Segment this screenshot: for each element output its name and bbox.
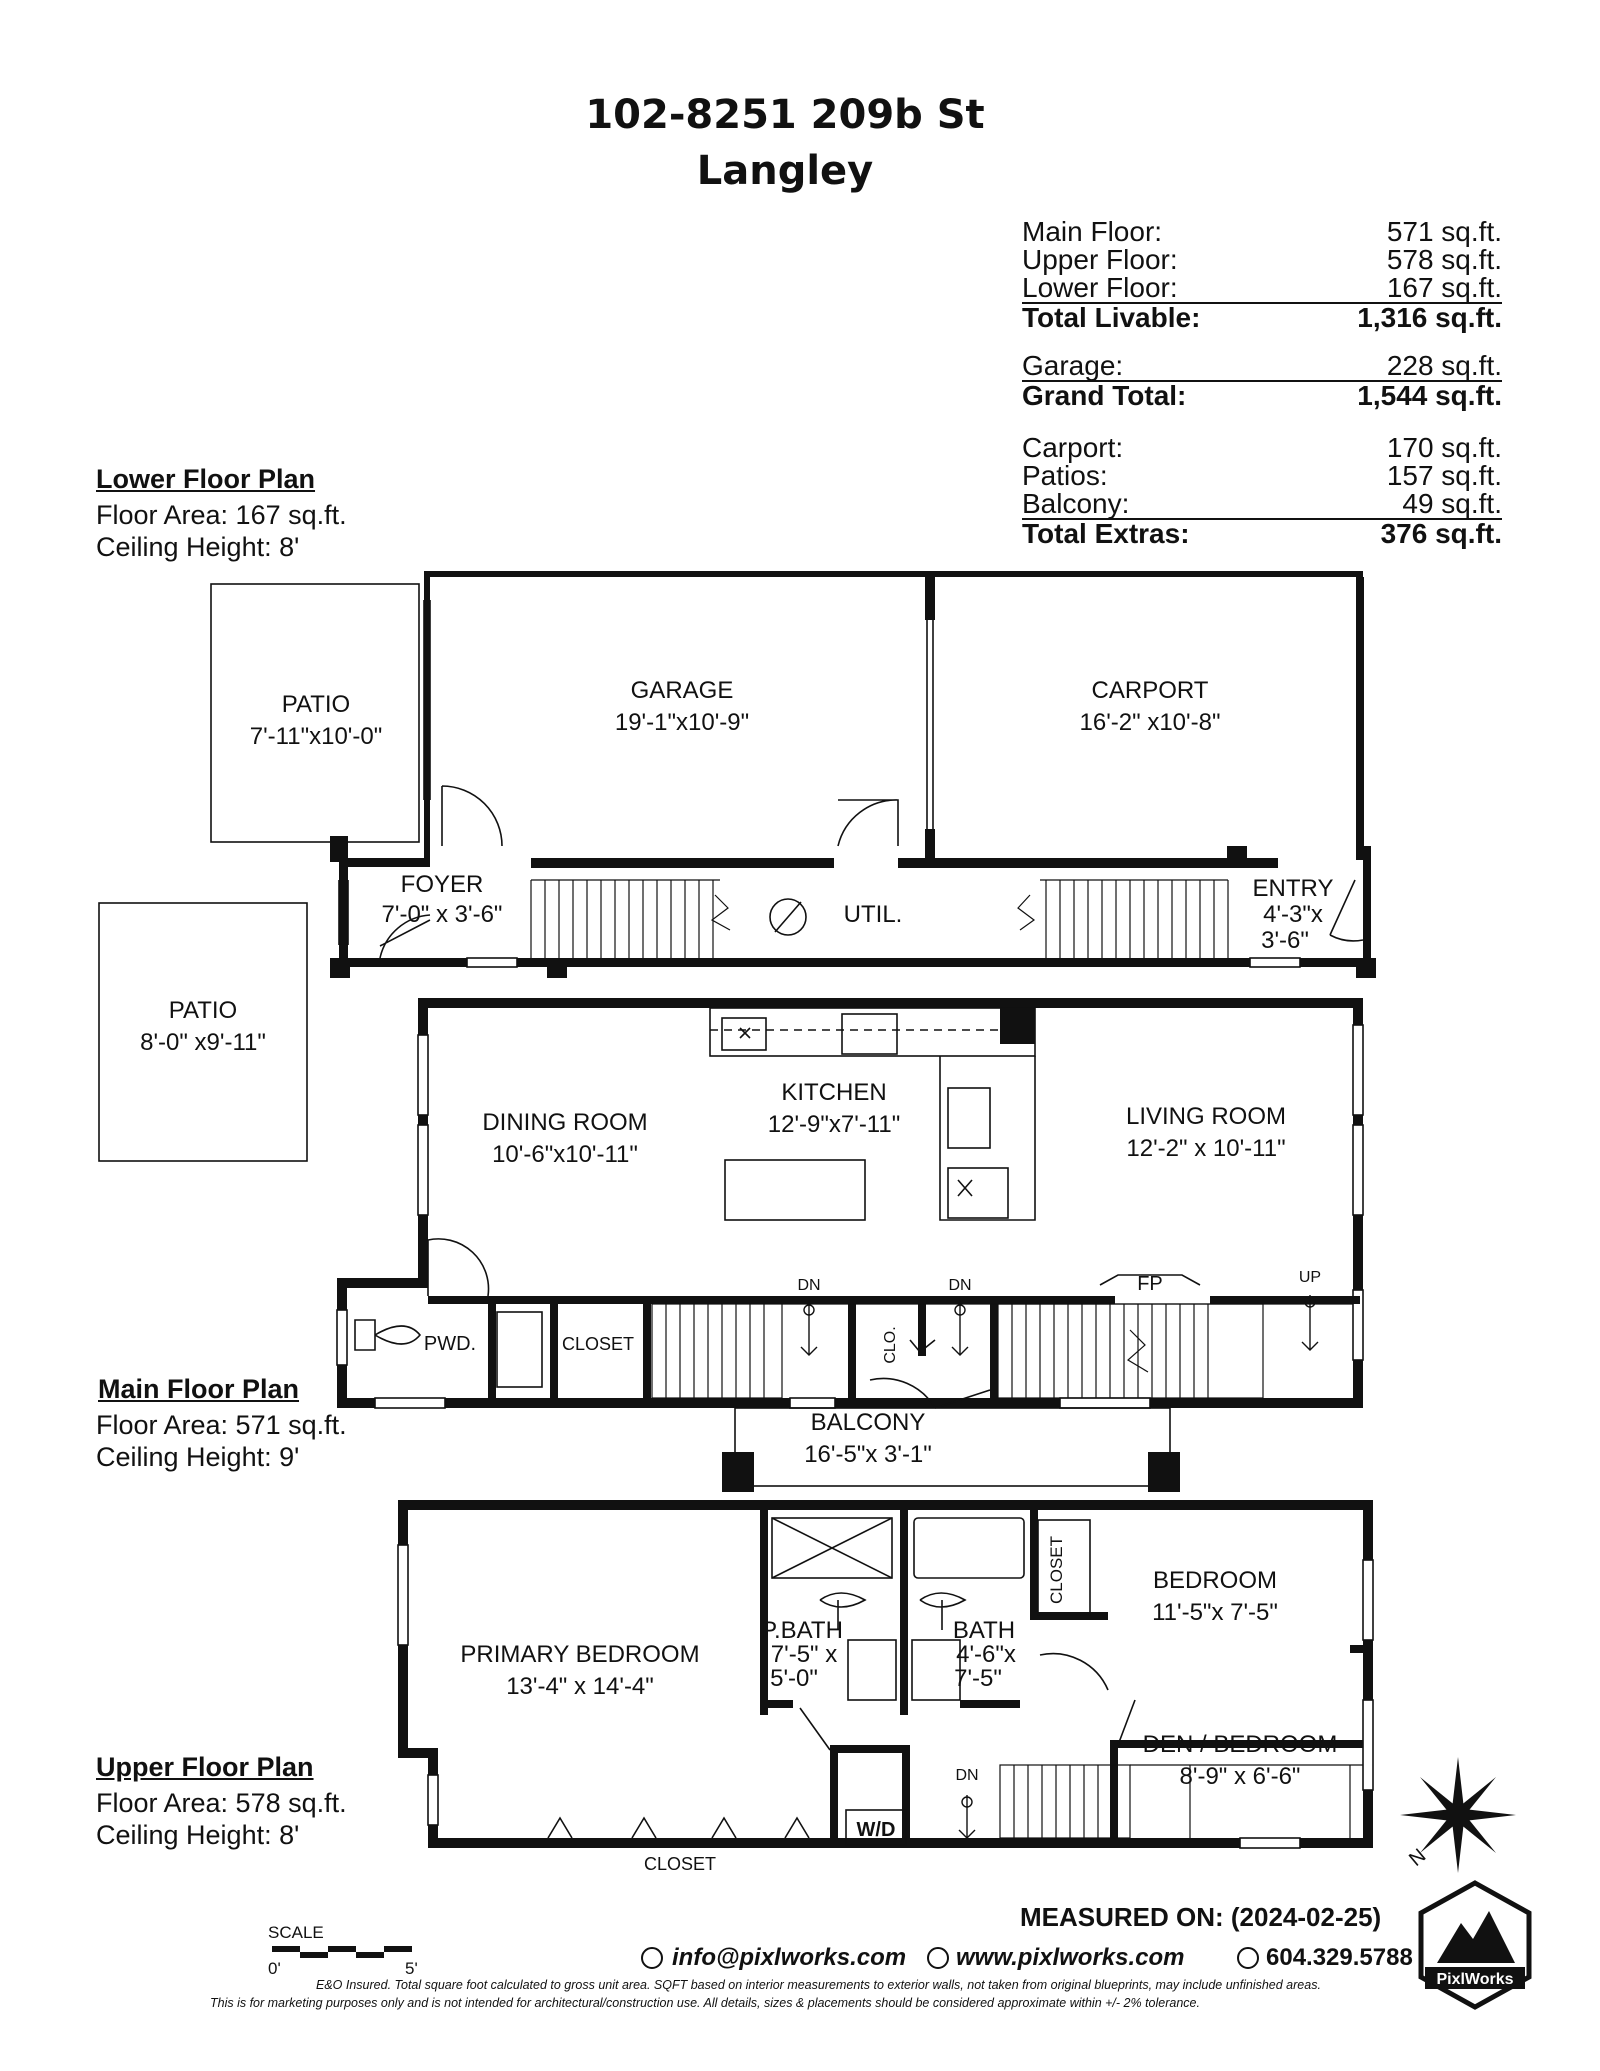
bathtub-icon — [914, 1518, 1024, 1578]
room-dimensions: 7'-5" x — [770, 1641, 838, 1668]
upper-floor-title: Upper Floor Plan — [96, 1752, 314, 1782]
lower-floor-area: Floor Area: 167 sq.ft. — [96, 500, 347, 530]
room-dimensions: 4'-3"x — [1263, 901, 1323, 928]
stair-direction: DN — [948, 1277, 972, 1294]
phone-icon — [1238, 1948, 1258, 1968]
area-value: 578 sq.ft. — [1386, 244, 1502, 275]
room-name: CLO. — [882, 1326, 899, 1364]
room-name: ENTRY — [1252, 875, 1334, 902]
room-name: CARPORT — [1091, 677, 1209, 704]
room-dimensions: 12'-2" x 10'-11" — [1126, 1135, 1286, 1162]
area-label: Carport: — [1022, 432, 1124, 463]
room-dimensions: 13'-4" x 14'-4" — [506, 1673, 654, 1700]
email-icon — [642, 1948, 662, 1968]
vanity-icon — [912, 1640, 960, 1700]
room-dimensions: 10'-6"x10'-11" — [492, 1141, 638, 1168]
lower-floor-ceiling: Ceiling Height: 8' — [96, 532, 300, 562]
scale-start: 0' — [268, 1959, 281, 1978]
measured-on: MEASURED ON: (2024-02-25) — [1020, 1902, 1382, 1932]
room-name: BEDROOM — [1152, 1567, 1278, 1594]
upper-floor-area: Floor Area: 578 sq.ft. — [96, 1788, 347, 1818]
room-name: LIVING ROOM — [1125, 1103, 1287, 1130]
area-value: 49 sq.ft. — [1402, 488, 1502, 519]
scale-label: SCALE — [268, 1923, 324, 1942]
compass-icon — [1400, 1757, 1516, 1873]
scale-bar — [268, 1923, 418, 1978]
room-name: DEN / BEDROOM — [1142, 1731, 1338, 1758]
room-dimensions: 11'-5"x 7'-5" — [1152, 1599, 1278, 1626]
room-name: PWD. — [423, 1333, 477, 1355]
room-name: KITCHEN — [781, 1079, 887, 1106]
area-value: 1,316 sq.ft. — [1357, 302, 1502, 333]
room-name: CLOSET — [561, 1334, 635, 1354]
room-name: BATH — [952, 1617, 1016, 1644]
room-dimensions: 7'-5" — [954, 1665, 1002, 1692]
area-label: Lower Floor: — [1022, 272, 1178, 303]
room-dimensions: 3'-6" — [1261, 927, 1309, 954]
page-subtitle: Langley — [696, 148, 874, 194]
lower-floor-title: Lower Floor Plan — [96, 464, 316, 494]
stair-direction: DN — [955, 1767, 979, 1784]
room-name: UTIL. — [843, 901, 903, 928]
area-value: 170 sq.ft. — [1386, 432, 1502, 463]
contact-website[interactable]: www.pixlworks.com — [956, 1944, 1185, 1971]
area-label: Grand Total: — [1022, 380, 1187, 411]
kitchen-island — [725, 1160, 865, 1220]
main-floor-title: Main Floor Plan — [98, 1374, 300, 1404]
area-label: Balcony: — [1022, 488, 1130, 519]
toilet-icon — [355, 1320, 420, 1350]
sink-icon — [948, 1088, 990, 1148]
disclaimer-line-2: This is for marketing purposes only and is not intended for architectural/construction use. All details, sizes & placements should be considered approximate within +/- 2% tolerance. — [210, 1996, 1200, 2010]
area-value: 228 sq.ft. — [1386, 350, 1502, 381]
room-name: GARAGE — [630, 677, 734, 704]
main-floor-ceiling: Ceiling Height: 9' — [96, 1442, 300, 1472]
disclaimer-line-1: E&O Insured. Total square foot calculated to gross unit area. SQFT based on interior measurements to exterior walls, not taken from original blueprints, may include unfinished areas. — [316, 1978, 1321, 1992]
room-dimensions: 8'-9" x 6'-6" — [1179, 1763, 1301, 1790]
vanity-icon — [497, 1312, 542, 1387]
room-name: W/D — [856, 1819, 896, 1841]
area-value: 1,544 sq.ft. — [1357, 380, 1502, 411]
upper-floor-ceiling: Ceiling Height: 8' — [96, 1820, 300, 1850]
main-floor-area: Floor Area: 571 sq.ft. — [96, 1410, 347, 1440]
scale-end: 5' — [405, 1959, 418, 1978]
area-value: 167 sq.ft. — [1386, 272, 1502, 303]
area-value: 376 sq.ft. — [1380, 518, 1502, 549]
area-label: Main Floor: — [1022, 216, 1163, 247]
vanity-icon — [848, 1640, 896, 1700]
room-name: FP — [1137, 1273, 1163, 1295]
dishwasher-icon — [948, 1168, 1008, 1218]
room-dimensions: 5'-0" — [770, 1665, 818, 1692]
contact-phone[interactable]: 604.329.5788 — [1266, 1944, 1413, 1971]
company-logo — [1421, 1883, 1529, 2007]
contact-email[interactable]: info@pixlworks.com — [672, 1944, 907, 1971]
room-name: CLOSET — [1047, 1535, 1066, 1605]
stair-direction: UP — [1298, 1269, 1322, 1286]
area-value: 157 sq.ft. — [1386, 460, 1502, 491]
room-name: CLOSET — [643, 1854, 717, 1874]
room-name: P.BATH — [761, 1617, 843, 1644]
room-dimensions: 12'-9"x7'-11" — [767, 1111, 901, 1138]
room-name: FOYER — [400, 871, 484, 898]
room-name: DINING ROOM — [482, 1109, 648, 1136]
room-name: BALCONY — [810, 1409, 926, 1436]
room-dimensions: 19'-1"x10'-9" — [614, 709, 750, 736]
room-dimensions: 16'-2" x10'-8" — [1079, 709, 1221, 736]
logo-text: PixlWorks — [1436, 1971, 1514, 1988]
stair-direction: DN — [797, 1277, 821, 1294]
room-name: PATIO — [168, 997, 238, 1024]
area-label: Upper Floor: — [1022, 244, 1178, 275]
room-name: PATIO — [281, 691, 351, 718]
room-dimensions: 16'-5"x 3'-1" — [804, 1441, 932, 1468]
page-title: 102-8251 209b St — [585, 92, 985, 138]
room-dimensions: 7'-11"x10'-0" — [249, 723, 383, 750]
compass-north-label: N — [1405, 1844, 1431, 1871]
area-value: 571 sq.ft. — [1386, 216, 1502, 247]
stove-icon — [842, 1014, 897, 1054]
area-label: Total Extras: — [1022, 518, 1190, 549]
room-dimensions: 4'-6"x — [956, 1641, 1016, 1668]
room-dimensions: 7'-0" x 3'-6" — [381, 901, 503, 928]
globe-icon — [928, 1948, 948, 1968]
area-label: Garage: — [1022, 350, 1124, 381]
room-dimensions: 8'-0" x9'-11" — [140, 1029, 266, 1056]
area-label: Total Livable: — [1022, 302, 1201, 333]
area-label: Patios: — [1022, 460, 1108, 491]
room-name: PRIMARY BEDROOM — [460, 1641, 700, 1668]
